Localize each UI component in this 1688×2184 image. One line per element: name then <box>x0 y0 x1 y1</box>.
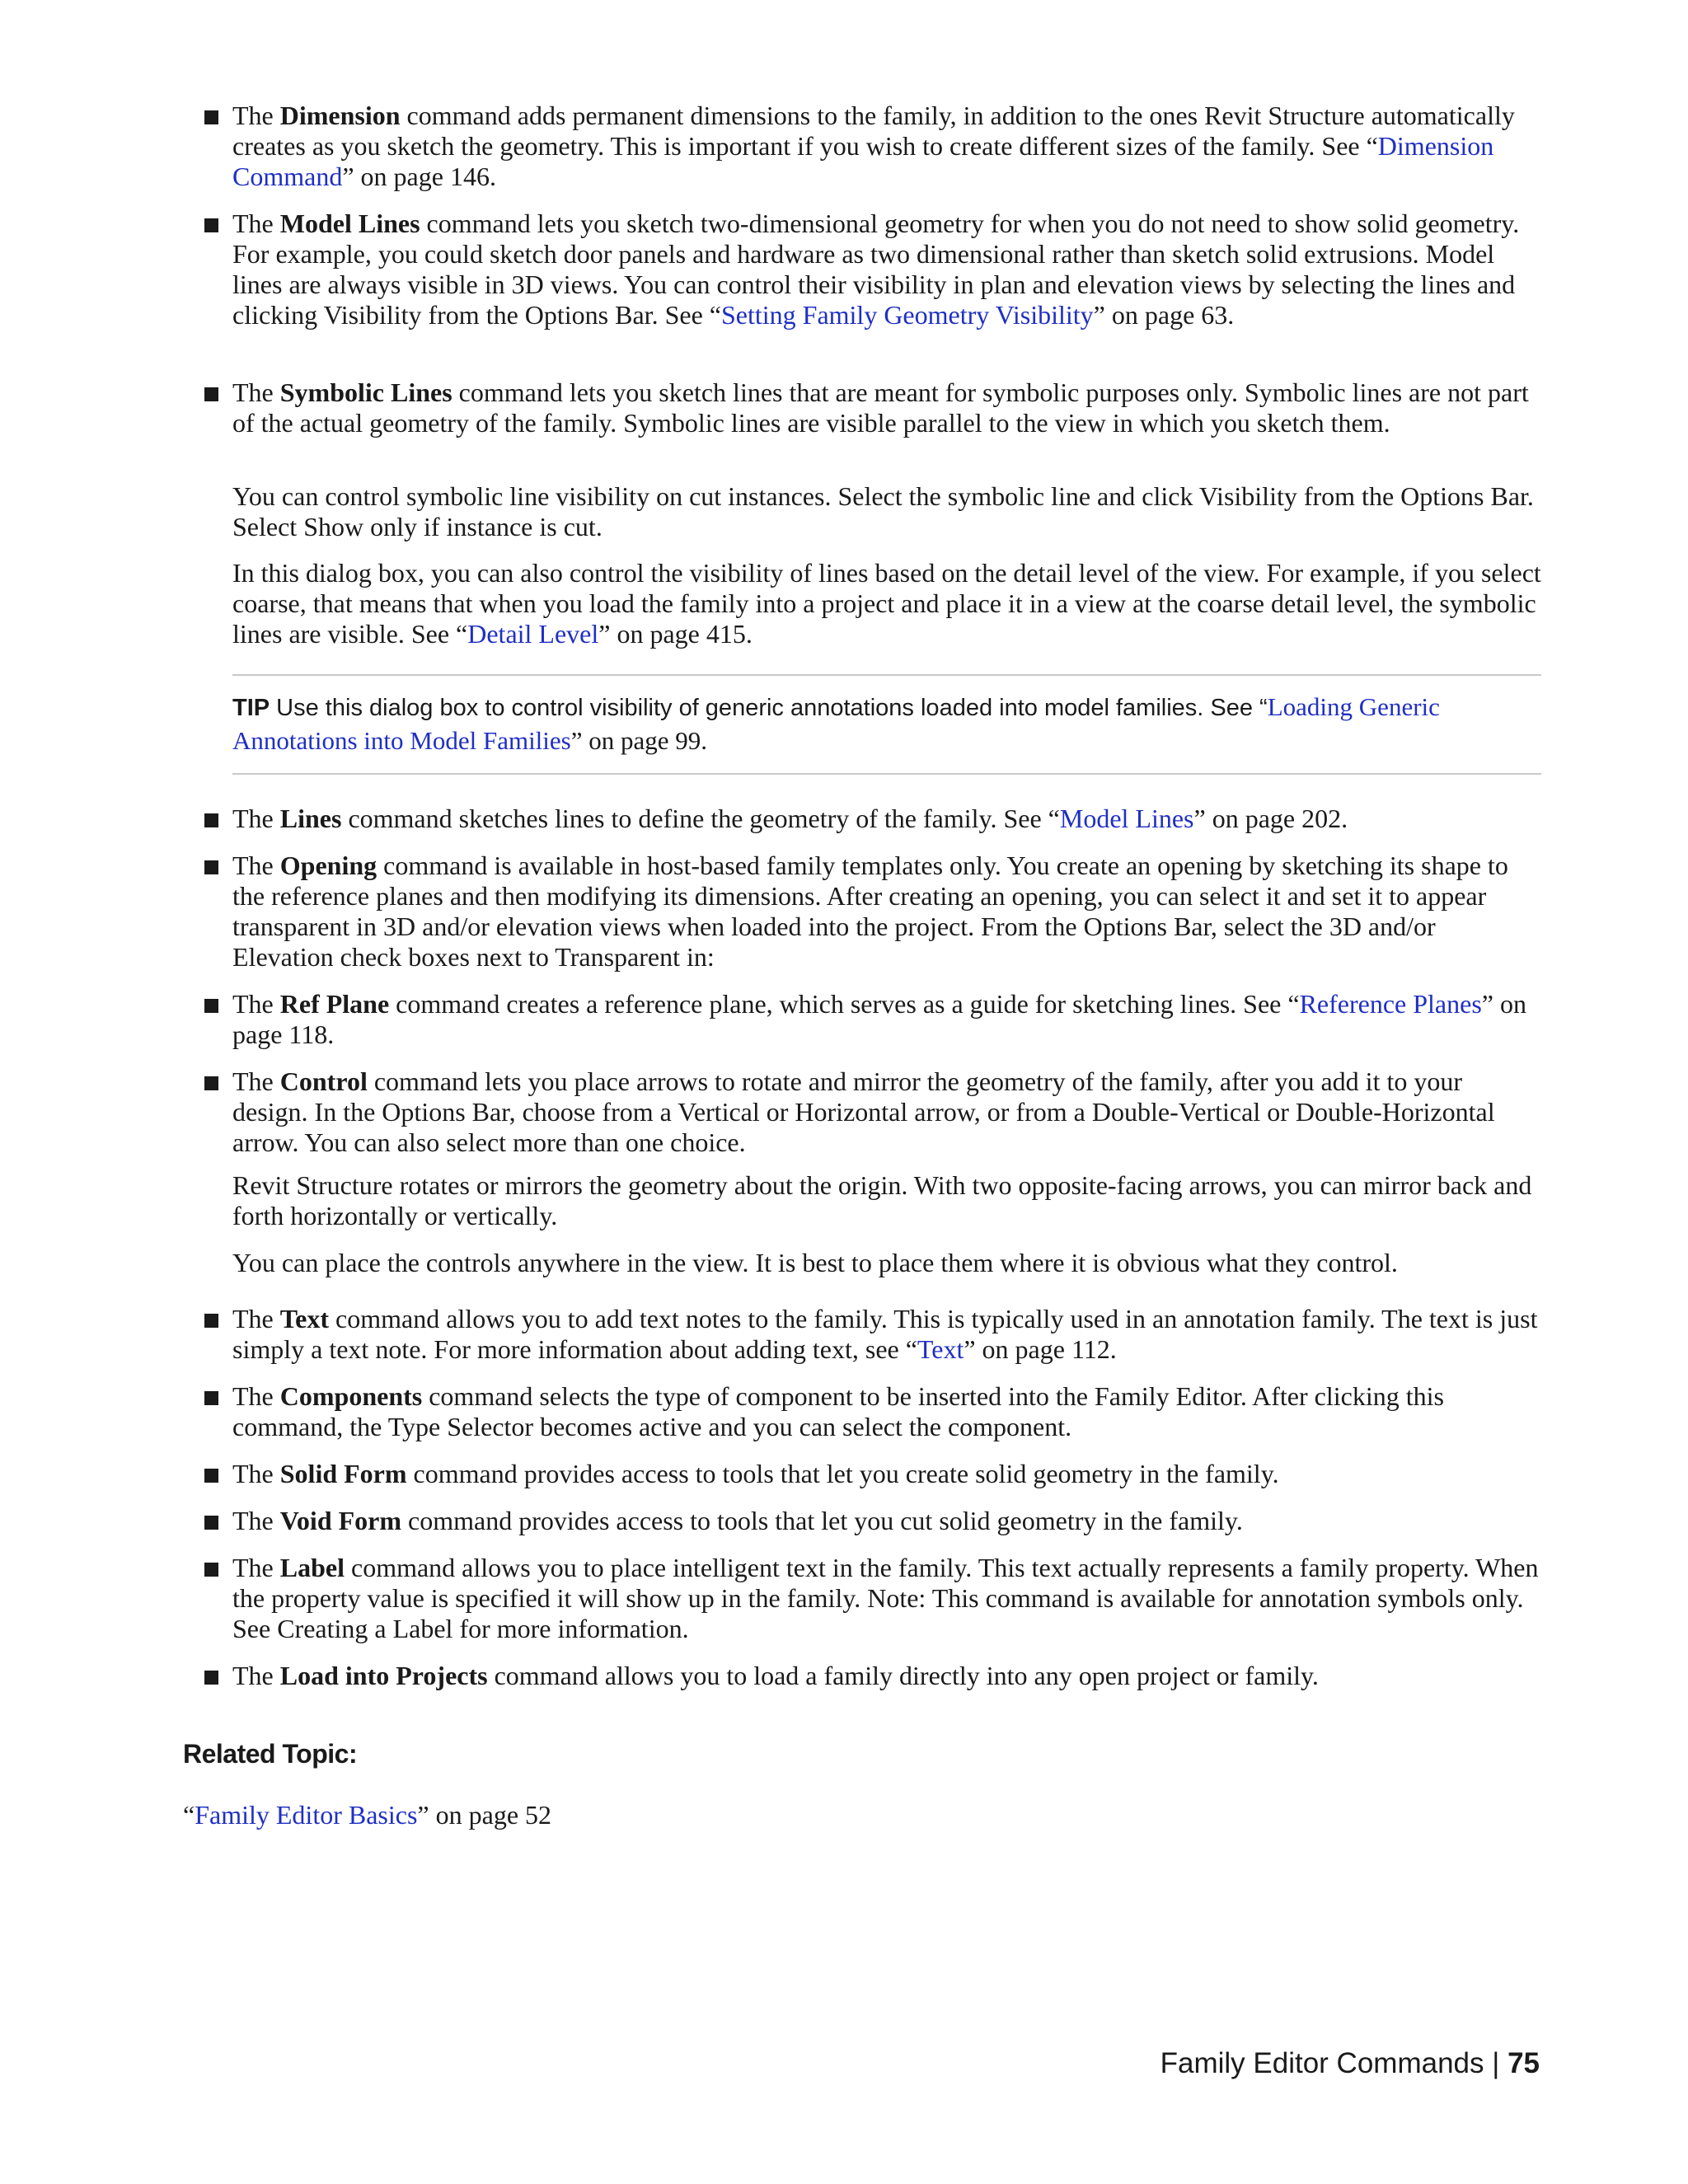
page-footer <box>1160 2047 1540 2080</box>
lead-text: The <box>232 101 280 130</box>
bullet-square-icon <box>204 1516 218 1530</box>
body-text: command allows you to load a family directly into any open project or family. <box>487 1661 1319 1690</box>
body-text: command allows you to place intelligent text in the family. This text actually represents a family property. When the property value is specified it will show up in the family. Note: This command is available for annotation symbols only. See Creating a Label for more information. <box>232 1553 1539 1643</box>
cross-reference-link[interactable]: Reference Planes <box>1299 989 1482 1019</box>
bullet-square-icon <box>204 860 218 874</box>
cross-reference-link[interactable]: Model Lines <box>1059 804 1194 833</box>
bullet-square-icon <box>204 110 218 124</box>
bullet-paragraph <box>232 1506 1543 1536</box>
command-term: Text <box>279 1304 330 1333</box>
body-text: command selects the type of component to be inserted into the Family Editor. After clicking this command, the Type Selector becomes active and you can select the component. <box>232 1381 1444 1441</box>
bullet-square-icon <box>204 1469 218 1483</box>
bullet-paragraph <box>232 1304 1543 1365</box>
page-reference: ” on page 112. <box>964 1334 1117 1364</box>
page-reference: ” on page 146. <box>342 162 496 191</box>
related-topic-link[interactable]: Family Editor Basics <box>195 1800 418 1830</box>
cross-reference-link[interactable]: Setting Family Geometry Visibility <box>720 300 1094 330</box>
body-text: command lets you sketch two-dimensional geometry for when you do not need to show solid geometry. For example, you could sketch door panels and hardware as two dimensional rather than sketch solid extrusions. Model lines are always visible in 3D views. You can control their visibility in plan and elevation views by selecting the lines and clicking Visibility from the Options Bar. See “ <box>232 209 1520 330</box>
cross-reference-link[interactable]: Dimension Command <box>232 131 1494 191</box>
related-topic-heading: Related Topic: <box>183 1739 358 1769</box>
bullet-square-icon <box>204 1671 218 1685</box>
command-term: Label <box>279 1553 345 1582</box>
bullet-square-icon <box>204 1314 218 1328</box>
bullet-square-icon <box>204 999 218 1013</box>
command-term: Dimension <box>279 101 401 130</box>
tip-label: TIP <box>232 695 270 721</box>
bullet-paragraph <box>232 989 1543 1050</box>
body-text: command is available in host-based family templates only. You create an opening by sketching its shape to the reference planes and then modifying its dimensions. After creating an opening, you can select it and set it to appear transparent in 3D and/or elevation views when loaded into the project. From the Options Bar, select the 3D and/or Elevation check boxes next to Transparent in: <box>232 851 1508 972</box>
body-text: command provides access to tools that let you cut solid geometry in the family. <box>401 1506 1243 1535</box>
cross-reference-link[interactable]: Text <box>917 1334 964 1364</box>
detail-level-paragraph <box>232 558 1543 649</box>
symbolic-visibility-paragraph: You can control symbolic line visibility on cut instances. Select the symbolic line and click Visibility from the Options Bar. Select Show only if instance is cut. <box>232 481 1534 541</box>
command-term: Components <box>279 1381 423 1411</box>
command-term: Ref Plane <box>279 989 390 1019</box>
bullet-paragraph <box>232 1553 1543 1644</box>
lead-text: The <box>232 1381 280 1411</box>
control-rotate-paragraph: Revit Structure rotates or mirrors the geometry about the origin. With two opposite-facing arrows, you can mirror back and forth horizontally or vertically. <box>232 1170 1532 1230</box>
bullet-paragraph <box>232 1066 1543 1158</box>
lead-text: The <box>232 1506 280 1535</box>
lead-text: The <box>232 851 280 880</box>
command-term: Void Form <box>279 1506 402 1535</box>
lead-text: The <box>232 1304 280 1333</box>
bullet-square-icon <box>204 1076 218 1090</box>
tip-link[interactable]: Loading Generic Annotations into Model Families <box>232 692 1440 755</box>
bullet-paragraph <box>232 377 1543 438</box>
lead-text: The <box>232 377 280 407</box>
body-text: command adds permanent dimensions to the family, in addition to the ones Revit Structure automatically creates as you sketch the geometry. This is important if you wish to create different sizes of the family. See “ <box>232 101 1515 161</box>
page-reference: ” on page 415. <box>598 619 753 649</box>
bullet-square-icon <box>204 1391 218 1405</box>
lead-text: The <box>232 989 280 1019</box>
page-reference: ” on page 118. <box>232 989 1526 1049</box>
page-reference: ” on page 52 <box>417 1800 552 1830</box>
body-text: command sketches lines to define the geometry of the family. See “ <box>341 804 1060 833</box>
tip-bottom-divider <box>232 773 1541 775</box>
open-quote: “ <box>183 1800 195 1830</box>
bullet-paragraph <box>232 851 1543 972</box>
detail-level-link[interactable]: Detail Level <box>467 619 599 649</box>
body-text: command provides access to tools that let you create solid geometry in the family. <box>406 1459 1279 1488</box>
lead-text: The <box>232 1066 280 1096</box>
page-reference: ” on page 202. <box>1193 804 1348 833</box>
body-text: command lets you place arrows to rotate and mirror the geometry of the family, after you add it to your design. In the Options Bar, choose from a Vertical or Horizontal arrow, or from a Double-Vertical or Double-Horizontal arrow. You can also select more than one choice. <box>232 1066 1495 1157</box>
lead-text: The <box>232 1661 280 1690</box>
bullet-paragraph <box>232 1661 1543 1691</box>
body-text: In this dialog box, you can also control the visibility of lines based on the detail level of the view. For example, if you select coarse, that means that when you load the family into a project and place it in a view at the coarse detail level, the symbolic lines are visible. See “ <box>232 558 1541 649</box>
page-number: 75 <box>1507 2047 1540 2079</box>
bullet-square-icon <box>204 387 218 401</box>
command-term: Lines <box>279 804 342 833</box>
bullet-paragraph <box>232 804 1543 834</box>
control-placement-paragraph: You can place the controls anywhere in the view. It is best to place them where it is obvious what they control. <box>232 1248 1398 1277</box>
footer-separator: | <box>1484 2047 1508 2079</box>
lead-text: The <box>232 804 280 833</box>
footer-title: Family Editor Commands <box>1160 2047 1484 2079</box>
bullet-paragraph <box>232 1459 1543 1489</box>
related-topic-reference <box>183 1800 551 1830</box>
bullet-paragraph <box>232 101 1543 192</box>
command-term: Opening <box>279 851 377 880</box>
bullet-paragraph <box>232 209 1543 330</box>
command-term: Model Lines <box>279 209 420 238</box>
command-term: Control <box>279 1066 368 1096</box>
bullet-paragraph <box>232 1381 1543 1442</box>
tip-note <box>232 691 1543 757</box>
tip-top-divider <box>232 674 1541 676</box>
bullet-square-icon <box>204 1563 218 1577</box>
bullet-square-icon <box>204 813 218 827</box>
body-text: command creates a reference plane, which serves as a guide for sketching lines. See “ <box>389 989 1300 1019</box>
body-text: command allows you to add text notes to the family. This is typically used in an annotation family. The text is just simply a text note. For more information about adding text, see “ <box>232 1304 1538 1364</box>
command-term: Symbolic Lines <box>279 377 452 407</box>
command-term: Load into Projects <box>279 1661 488 1690</box>
lead-text: The <box>232 209 280 238</box>
lead-text: The <box>232 1553 280 1582</box>
tip-text: Use this dialog box to control visibility of generic annotations loaded into model families. See “ <box>270 695 1268 721</box>
command-term: Solid Form <box>279 1459 407 1488</box>
page-reference: ” on page 99. <box>570 726 708 755</box>
lead-text: The <box>232 1459 280 1488</box>
body-text: command lets you sketch lines that are meant for symbolic purposes only. Symbolic lines are not part of the actual geometry of the family. Symbolic lines are visible parallel to the view in which you sketch them. <box>232 377 1529 438</box>
bullet-square-icon <box>204 218 218 232</box>
page-reference: ” on page 63. <box>1093 300 1235 330</box>
